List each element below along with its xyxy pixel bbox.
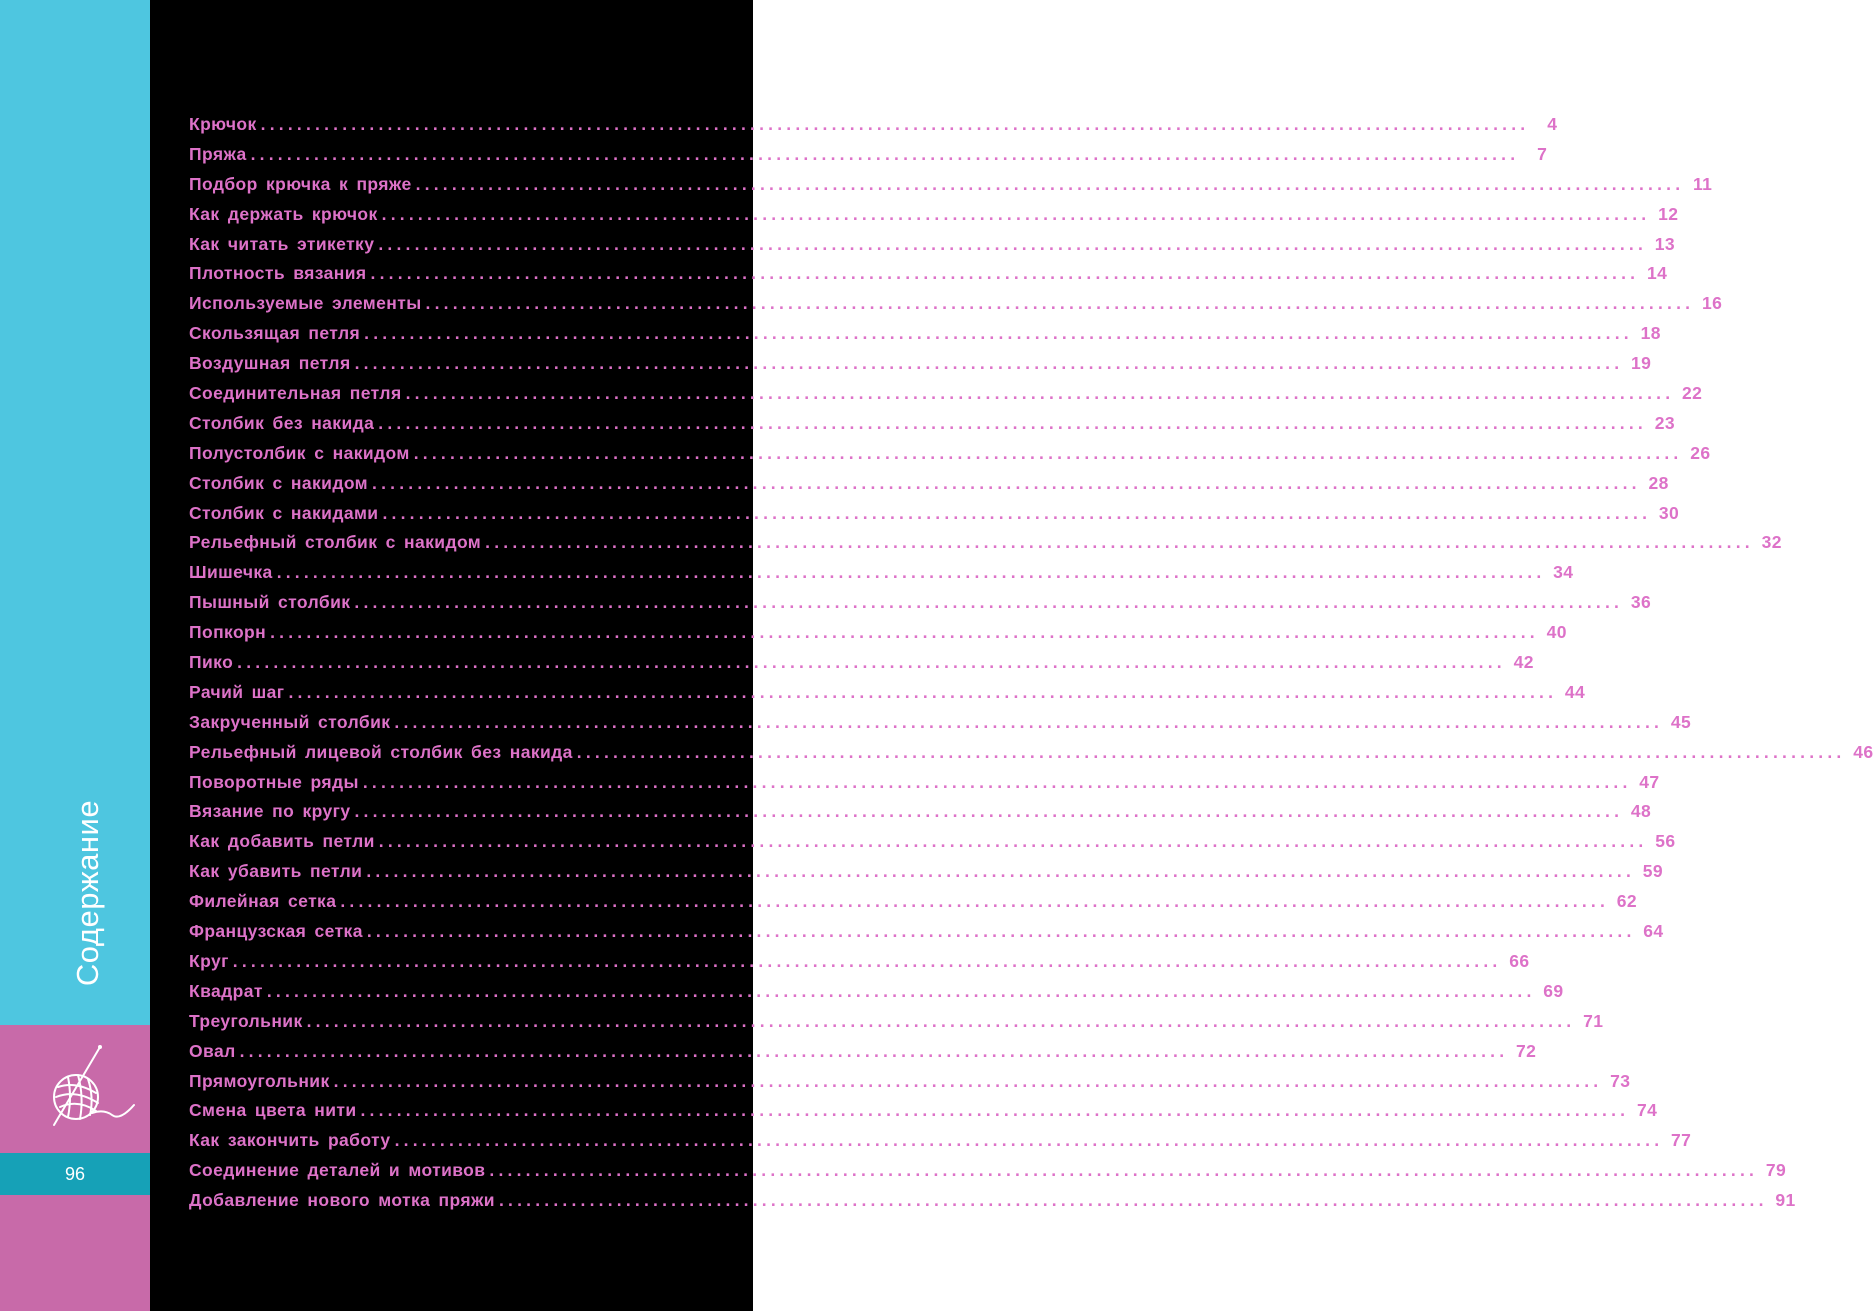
toc-entry-title: Рачий шаг xyxy=(189,681,285,702)
sidebar xyxy=(0,0,150,1311)
dot-leader: ............................................................................................................................................ xyxy=(340,891,1610,912)
toc-entry-title: Столбик с накидом xyxy=(189,472,369,493)
toc-entry[interactable] xyxy=(189,947,1530,977)
toc-entry-title: Соединительная петля xyxy=(189,383,402,404)
toc-entry-page: 28 xyxy=(1648,472,1669,493)
toc-entry-page: 19 xyxy=(1631,353,1652,374)
toc-entry[interactable] xyxy=(189,289,1723,319)
dot-leader: ............................................................................................................................................ xyxy=(370,263,1640,284)
toc-entry-title: Овал xyxy=(189,1040,236,1061)
toc-entry-page: 47 xyxy=(1639,771,1660,792)
page-number: 96 xyxy=(64,1164,86,1184)
toc-entry[interactable] xyxy=(189,469,1669,499)
toc-entry-title: Квадрат xyxy=(189,980,263,1001)
toc-entry-title: Пико xyxy=(189,652,234,673)
dot-leader: ............................................................................................................................................ xyxy=(425,293,1695,314)
toc-entry-title: Французская сетка xyxy=(189,921,363,942)
toc-entry[interactable] xyxy=(189,1067,1631,1097)
toc-entry-page: 73 xyxy=(1610,1070,1631,1091)
toc-entry-page: 71 xyxy=(1583,1010,1604,1031)
dot-leader: ............................................................................................................................................ xyxy=(489,1160,1759,1181)
toc-entry-title: Поворотные ряды xyxy=(189,771,359,792)
dot-leader: ............................................................................................................................................ xyxy=(250,143,1520,164)
toc-entry[interactable] xyxy=(189,977,1564,1007)
dot-leader: ............................................................................................................................................ xyxy=(354,592,1624,613)
toc-entry-page: 4 xyxy=(1547,114,1558,134)
toc-entry-page: 34 xyxy=(1553,562,1574,583)
toc-entry-title: Вязание по кругу xyxy=(189,801,351,822)
toc-entry-page: 18 xyxy=(1640,323,1661,344)
dot-leader: ............................................................................................................................................ xyxy=(382,502,1652,523)
toc-entry[interactable] xyxy=(189,499,1680,529)
toc-entry-title: Прямоугольник xyxy=(189,1070,330,1091)
dot-leader: ............................................................................................................................................ xyxy=(333,1070,1603,1091)
toc-entry[interactable] xyxy=(189,887,1638,917)
dot-leader: ............................................................................................................................................ xyxy=(260,114,1530,134)
toc-entry-title: Соединение деталей и мотивов xyxy=(189,1160,486,1181)
toc-entry-title: Смена цвета нити xyxy=(189,1100,357,1121)
toc-entry[interactable] xyxy=(189,379,1703,409)
toc-entry-title: Шишечка xyxy=(189,562,273,583)
toc-entry[interactable] xyxy=(189,349,1652,379)
toc-entry-title: Как убавить петли xyxy=(189,861,363,882)
toc-entry-page: 32 xyxy=(1761,532,1782,553)
dot-leader: ............................................................................................................................................ xyxy=(360,1100,1630,1121)
toc-entry[interactable] xyxy=(189,110,1558,140)
toc-entry[interactable] xyxy=(189,558,1574,588)
toc-entry[interactable] xyxy=(189,140,1548,170)
toc-entry[interactable] xyxy=(189,409,1675,439)
dot-leader: ............................................................................................................................................ xyxy=(485,532,1754,553)
toc-entry-title: Как добавить петли xyxy=(189,831,375,852)
toc-entry[interactable] xyxy=(189,1007,1604,1037)
toc-entry-page: 16 xyxy=(1701,293,1723,314)
toc-entry[interactable] xyxy=(189,917,1664,947)
toc-entry-title: Скользящая петля xyxy=(189,323,361,344)
dot-leader: ............................................................................................................................................ xyxy=(270,622,1539,643)
toc-entry[interactable] xyxy=(189,678,1586,708)
dot-leader: ............................................................................................................................................ xyxy=(378,831,1648,852)
toc-entry-page: 45 xyxy=(1670,711,1692,732)
toc-entry-title: Рельефный лицевой столбик без накида xyxy=(189,741,573,762)
toc-entry-title: Столбик без накида xyxy=(189,412,375,433)
toc-entry-title: Рельефный столбик с накидом xyxy=(189,532,482,553)
toc-entry[interactable] xyxy=(189,588,1652,618)
dot-leader: ............................................................................................................................................ xyxy=(288,681,1558,702)
dot-leader: ............................................................................................................................................ xyxy=(413,442,1683,463)
toc-entry[interactable] xyxy=(189,648,1534,678)
toc-entry-page: 44 xyxy=(1564,681,1586,702)
dot-leader: ............................................................................................................................................ xyxy=(378,412,1647,433)
toc-entry-page: 64 xyxy=(1643,921,1664,942)
toc-entry[interactable] xyxy=(189,1037,1537,1067)
dot-leader: ............................................................................................................................................ xyxy=(239,1040,1509,1061)
dot-leader: ............................................................................................................................................ xyxy=(362,771,1632,792)
dot-leader: ............................................................................................................................................ xyxy=(378,233,1648,254)
toc-entry-page: 13 xyxy=(1654,233,1676,254)
toc-entry-title: Пышный столбик xyxy=(189,592,351,613)
toc-entry[interactable] xyxy=(189,439,1711,469)
toc-entry[interactable] xyxy=(189,857,1664,887)
toc-entry[interactable] xyxy=(189,170,1713,200)
dot-leader: ............................................................................................................................................ xyxy=(415,173,1685,194)
toc-entry-page: 69 xyxy=(1543,980,1564,1001)
toc-entry-page: 48 xyxy=(1630,801,1652,822)
toc-entry-page: 91 xyxy=(1775,1190,1796,1211)
yarn-ball-crochet-hook-icon xyxy=(46,1043,136,1133)
toc-entry-page: 59 xyxy=(1642,861,1664,882)
toc-entry-page: 42 xyxy=(1513,652,1534,673)
toc-entry-page: 22 xyxy=(1682,383,1703,404)
dot-leader: ............................................................................................................................................ xyxy=(394,1130,1664,1151)
toc-entry[interactable] xyxy=(189,827,1676,857)
toc-entry[interactable] xyxy=(189,528,1782,558)
dot-leader: ............................................................................................................................................ xyxy=(394,711,1664,732)
toc-entry-title: Круг xyxy=(189,950,229,971)
toc-entry[interactable] xyxy=(189,200,1679,230)
toc-entry-title: Добавление нового мотка пряжи xyxy=(189,1190,495,1211)
toc-entry-page: 7 xyxy=(1537,143,1548,164)
toc-entry-title: Плотность вязания xyxy=(189,263,367,284)
toc-entry[interactable] xyxy=(189,797,1652,827)
toc-entry-title: Закрученный столбик xyxy=(189,711,391,732)
toc-entry-page: 14 xyxy=(1646,263,1668,284)
toc-entry-title: Подбор крючка к пряже xyxy=(189,173,412,194)
dot-leader: ............................................................................................................................................ xyxy=(405,383,1675,404)
dot-leader: ............................................................................................................................................ xyxy=(366,921,1636,942)
toc-entry-title: Треугольник xyxy=(189,1010,303,1031)
toc-entry-title: Столбик с накидами xyxy=(189,502,379,523)
toc-entry-page: 46 xyxy=(1853,741,1874,762)
toc-entry[interactable] xyxy=(189,319,1661,349)
toc-entry-title: Воздушная петля xyxy=(189,353,351,374)
toc-entry[interactable] xyxy=(189,259,1668,289)
toc-entry[interactable] xyxy=(189,708,1692,738)
dot-leader: ............................................................................................................................................ xyxy=(366,861,1636,882)
section-title: Содержание xyxy=(70,799,105,987)
toc-entry-title: Как держать крючок xyxy=(189,203,378,224)
table-of-contents xyxy=(189,110,1874,1216)
toc-entry-title: Филейная сетка xyxy=(189,891,337,912)
dot-leader: ............................................................................................................................................ xyxy=(354,353,1624,374)
toc-entry-page: 74 xyxy=(1636,1100,1658,1121)
toc-entry[interactable] xyxy=(189,618,1567,648)
toc-entry-page: 26 xyxy=(1690,442,1711,463)
toc-entry-page: 36 xyxy=(1630,592,1652,613)
toc-entry-title: Крючок xyxy=(189,114,257,134)
toc-entry-title: Попкорн xyxy=(189,622,267,643)
toc-entry[interactable] xyxy=(189,1096,1658,1126)
toc-entry-title: Используемые элементы xyxy=(189,293,422,314)
toc-entry-page: 23 xyxy=(1654,412,1675,433)
toc-entry-page: 12 xyxy=(1658,203,1679,224)
toc-entry[interactable] xyxy=(189,1186,1796,1216)
dot-leader: ............................................................................................................................................ xyxy=(576,741,1846,762)
toc-entry-title: Как закончить работу xyxy=(189,1130,391,1151)
toc-entry-page: 72 xyxy=(1516,1040,1537,1061)
dot-leader: ............................................................................................................................................ xyxy=(276,562,1546,583)
toc-entry[interactable] xyxy=(189,1156,1787,1186)
toc-entry[interactable] xyxy=(189,768,1660,798)
toc-entry-title: Пряжа xyxy=(189,143,247,164)
dot-leader: ............................................................................................................................................ xyxy=(354,801,1624,822)
toc-entry-title: Как читать этикетку xyxy=(189,233,375,254)
toc-entry-page: 77 xyxy=(1671,1130,1692,1151)
toc-entry-title: Полустолбик с накидом xyxy=(189,442,410,463)
toc-entry[interactable] xyxy=(189,1126,1692,1156)
toc-entry-page: 66 xyxy=(1509,950,1530,971)
toc-entry-page: 79 xyxy=(1765,1160,1787,1181)
toc-entry[interactable] xyxy=(189,230,1676,260)
toc-entry[interactable] xyxy=(189,738,1874,768)
dot-leader: ............................................................................................................................................ xyxy=(266,980,1536,1001)
dot-leader: ............................................................................................................................................ xyxy=(498,1190,1768,1211)
dot-leader: ............................................................................................................................................ xyxy=(232,950,1502,971)
dot-leader: ............................................................................................................................................ xyxy=(306,1010,1576,1031)
dot-leader: ............................................................................................................................................ xyxy=(372,472,1641,493)
dot-leader: ............................................................................................................................................ xyxy=(364,323,1633,344)
toc-entry-page: 11 xyxy=(1693,173,1713,194)
dot-leader: ............................................................................................................................................ xyxy=(381,203,1651,224)
toc-entry-page: 62 xyxy=(1616,891,1638,912)
toc-entry-page: 40 xyxy=(1546,622,1567,643)
toc-entry-page: 30 xyxy=(1658,502,1680,523)
dot-leader: ............................................................................................................................................ xyxy=(237,652,1506,673)
toc-entry-page: 56 xyxy=(1655,831,1676,852)
